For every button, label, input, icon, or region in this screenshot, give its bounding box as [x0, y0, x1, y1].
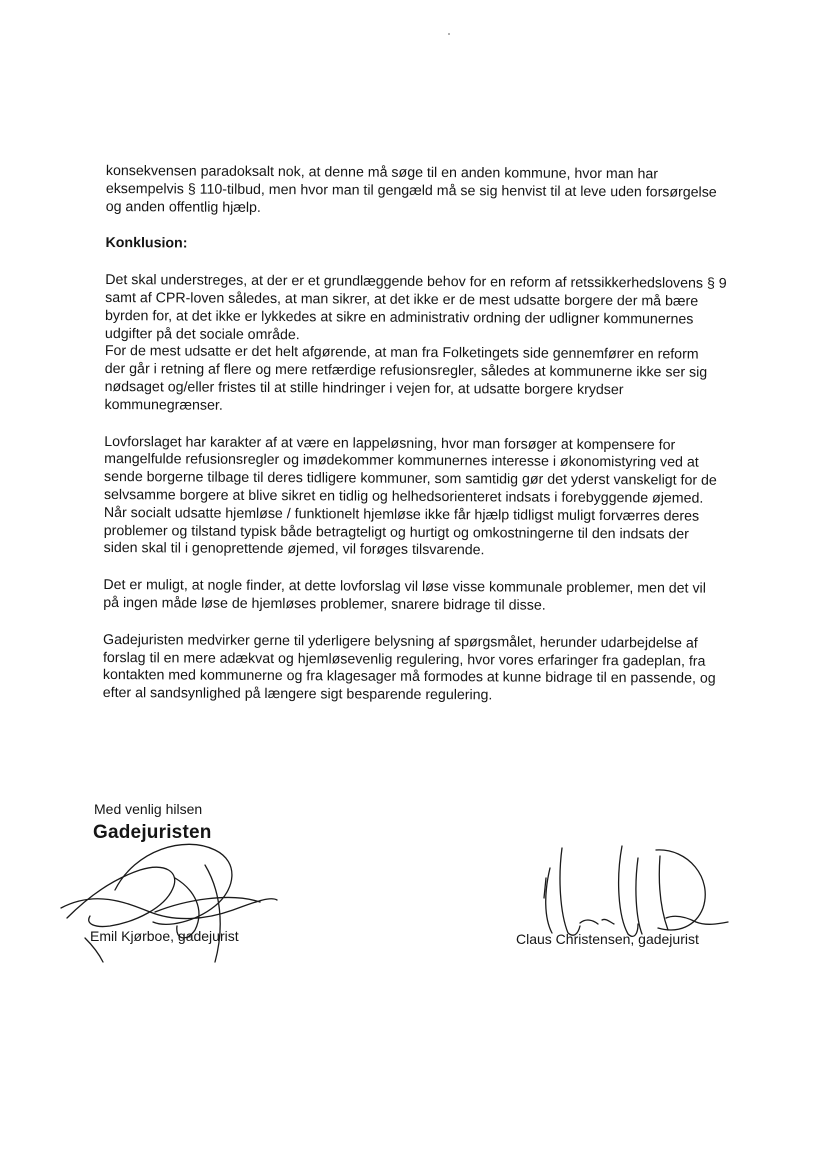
text-line: Det skal understreges, at der er et grundlæggende behov for en reform af retssikkerhedslovens § 9 — [105, 272, 727, 292]
text-line: selvsamme borgere at blive sikret en tidlig og helhedsorienteret indsats i forebyggende øjemed. — [103, 486, 704, 507]
signature-scribble-1 — [55, 830, 285, 970]
closing-greeting: Med venlig hilsen — [94, 801, 203, 817]
organization-name: Gadejuristen — [93, 822, 212, 843]
text-line: Når socialt udsatte hjemløse / funktionelt hjemløse ikke får hjælp tidligst muligt forværres deres — [103, 504, 700, 525]
scan-speck — [448, 33, 450, 35]
text-line: nødsaget og/eller fristes til at stille hindringer i vejen for, at udsatte borgere krydser — [104, 378, 624, 399]
text-line: Lovforslaget har karakter af at være en lappeløsning, hvor man forsøger at kompensere for — [104, 433, 676, 454]
text-line: kommunegrænser. — [104, 396, 223, 414]
text-line: samt af CPR-loven således, at man sikrer, at det ikke er de mest udsatte borgere der må bære — [105, 289, 699, 310]
text-line: og anden offentlig hjælp. — [105, 198, 261, 216]
text-line: eksempelvis § 110-tilbud, men hvor man til gengæld må se sig henvist til at leve uden forsørgelse — [105, 180, 717, 201]
text-line: der går i retning af flere og mere retfærdige refusionsregler, således at kommunerne ikke ser sig — [104, 361, 708, 381]
paragraph-lappeloesning — [104, 434, 745, 562]
text-line: forslag til en mere adækvat og hjemløsevenlig regulering, hvor vores erfaringer fra gadeplan, fra — [102, 649, 706, 670]
conclusion-heading: Konklusion: — [105, 235, 188, 252]
text-line: Gadejuristen medvirker gerne til yderligere belysning af spørgsmålet, herunder udarbejdelse af — [103, 631, 698, 652]
paragraph-intro — [106, 163, 746, 220]
paragraph-problemer — [103, 577, 743, 617]
text-line: efter al sandsynlighed på længere sigt besparende regulering. — [102, 685, 493, 704]
signatory-name-1: Emil Kjørboe, gadejurist — [90, 928, 239, 944]
text-line: Det er muligt, at nogle finder, at dette lovforslag vil løse visse kommunale problemer, men det vil — [103, 577, 706, 597]
text-line: mangelfulde refusionsregler og imødekommer kommunernes interesse i økonomistyring ved at — [104, 451, 699, 471]
text-line: konsekvensen paradoksalt nok, at denne må søge til en anden kommune, hvor man har — [105, 163, 659, 183]
text-line: på ingen måde løse de hjemløses problemer, snarere bidrage til disse. — [103, 594, 546, 614]
paragraph-reform — [104, 272, 745, 418]
paragraph-medvirker — [103, 632, 743, 707]
text-line: siden skal til i genoprettende øjemed, vil forøges tilsvarende. — [103, 540, 485, 559]
signatory-name-2: Claus Christensen, gadejurist — [516, 931, 699, 947]
letter-body — [103, 163, 746, 707]
text-line: udgifter på det sociale område. — [104, 325, 300, 343]
text-line: problemer og tilstand typisk både betragteligt og hurtigt og omkostningerne til den indsats der — [103, 522, 689, 543]
text-line: sende borgerne tilbage til deres tidligere kommuner, som samtidig gør det yderst vanskeligt for de — [104, 469, 717, 489]
text-line: For de mest udsatte er det helt afgørende, at man fra Folketingets side gennemfører en reform — [104, 343, 699, 363]
text-line: kontakten med kommunerne og fra klagesager må formodes at kunne bidrage til en passende, og — [102, 667, 716, 688]
text-line: byrden for, at det ikke er lykkedes at sikre en administrativ ordning der udligner kommunernes — [105, 307, 694, 328]
